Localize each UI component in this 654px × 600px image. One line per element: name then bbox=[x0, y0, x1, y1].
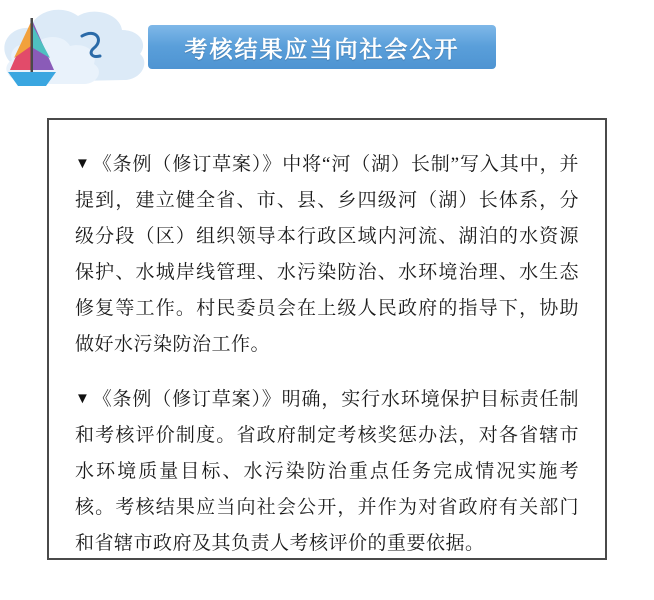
content-box bbox=[47, 118, 607, 560]
title-banner bbox=[148, 25, 496, 69]
paragraph-2-text: 《条例（修订草案）》明确，实行水环境保护目标责任制和考核评价制度。省政府制定考核奖惩办法，对各省辖市水环境质量目标、水污染防治重点任务完成情况实施考核。考核结果应当向社会公开，并作为对省政府有关部门和省辖市政府及其负责人考核评价的重要依据。 bbox=[75, 389, 579, 554]
sailboat-cloud-icon bbox=[0, 0, 170, 112]
paragraph-marker-icon: ▼ bbox=[75, 156, 91, 172]
page-title: 考核结果应当向社会公开 bbox=[184, 35, 460, 62]
paragraph-marker-icon: ▼ bbox=[75, 391, 91, 407]
paragraph-1-text: 《条例（修订草案）》中将“河（湖）长制”写入其中，并提到，建立健全省、市、县、乡四级河（湖）长体系，分级分段（区）组织领导本行政区域内河流、湖泊的水资源保护、水城岸线管理、水污染防治、水环境治理、水生态修复等工作。村民委员会在上级人民政府的指导下，协助做好水污染防治工作。 bbox=[75, 154, 579, 355]
paragraph-2 bbox=[75, 381, 579, 562]
paragraph-1 bbox=[75, 146, 579, 363]
header-decoration bbox=[0, 0, 170, 112]
